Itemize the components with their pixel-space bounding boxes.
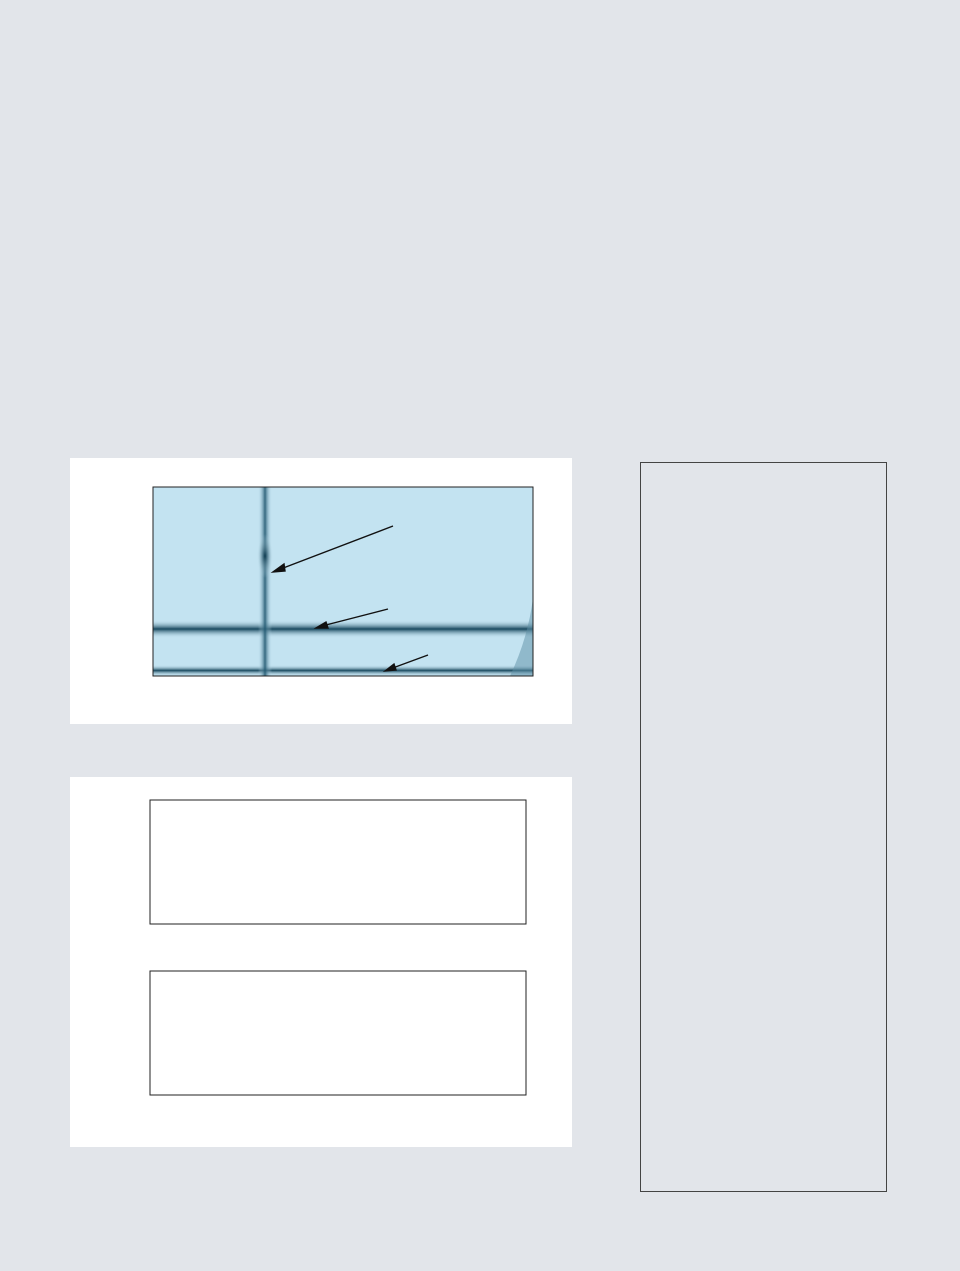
- panel-a-frame: [150, 800, 526, 924]
- pitch-roll-band: [153, 620, 533, 638]
- figure-5: [70, 458, 572, 724]
- heatmap-background: [153, 487, 533, 676]
- figure-6: [70, 777, 572, 1147]
- displacement-charts: [70, 777, 572, 1147]
- impulse-streak: [258, 487, 272, 676]
- references-box: [640, 462, 887, 1192]
- wavelet-chart: [70, 458, 572, 724]
- normal-mode-peak: [257, 534, 273, 578]
- panel-b-frame: [150, 971, 526, 1095]
- text-column-3: [640, 76, 889, 89]
- dmw-band: [153, 665, 533, 676]
